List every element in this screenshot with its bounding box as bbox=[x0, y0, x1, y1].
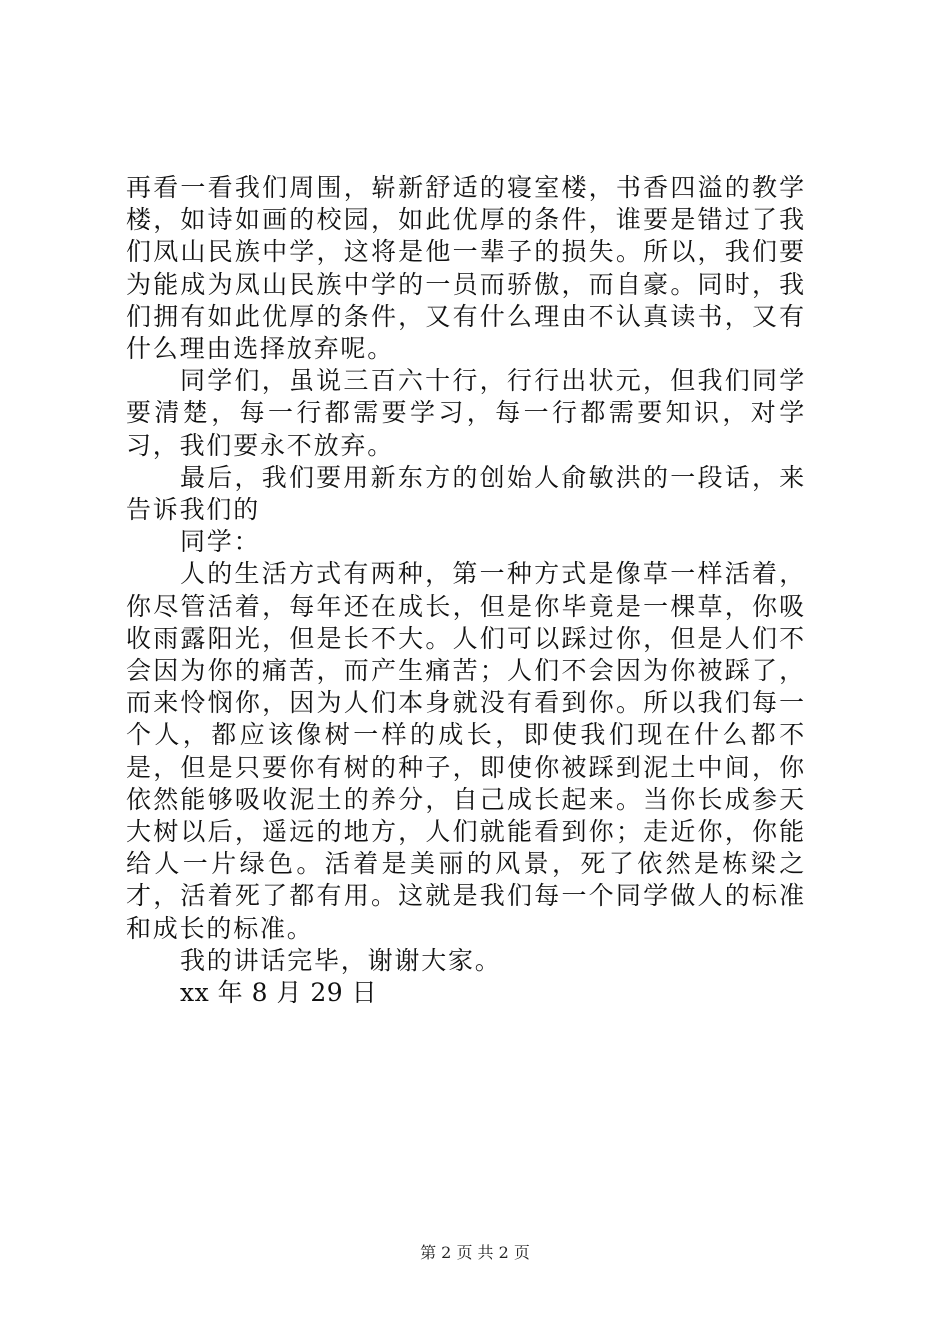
paragraph-never-give-up: 同学们，虽说三百六十行，行行出状元，但我们同学要清楚，每一行都需要学习，每一行都需要知识，对学习，我们要永不放弃。 bbox=[126, 366, 806, 460]
paragraph-salutation: 同学： bbox=[180, 527, 261, 557]
paragraph-closing-thanks: 我的讲话完毕，谢谢大家。 bbox=[180, 945, 502, 975]
paragraph-campus-conditions: 再看一看我们周围，崭新舒适的寝室楼，书香四溢的教学楼，如诗如画的校园，如此优厚的条件，谁要是错过了我们凤山民族中学，这将是他一辈子的损失。所以，我们要为能成为凤山民族中学的一员而骄傲，而自豪。同时，我们拥有如此优厚的条件，又有什么理由不认真读书，又有什么理由选择放弃呢。 bbox=[126, 173, 806, 364]
speech-date: xx 年 8 月 29 日 bbox=[180, 978, 378, 1008]
paragraph-closing-quote-intro: 最后，我们要用新东方的创始人俞敏洪的一段话，来告诉我们的 bbox=[126, 462, 806, 525]
page-number-footer: 第 2 页 共 2 页 bbox=[420, 1243, 530, 1262]
paragraph-grass-and-tree-quote: 人的生活方式有两种，第一种方式是像草一样活着，你尽管活着，每年还在成长，但是你毕竟是一棵草，你吸收雨露阳光，但是长不大。人们可以踩过你，但是人们不会因为你的痛苦，而产生痛苦；人们不会因为你被踩了，而来怜悯你，因为人们本身就没有看到你。所以我们每一个人，都应该像树一样的成长，即使我们现在什么都不是，但是只要你有树的种子，即使你被踩到泥土中间，你依然能够吸收泥土的养分，自己成长起来。当你长成参天大树以后，遥远的地方，人们就能看到你；走近你，你能给人一片绿色。活着是美丽的风景，死了依然是栋梁之才，活着死了都有用。这就是我们每一个同学做人的标准和成长的标准。 bbox=[126, 559, 806, 943]
document-body bbox=[126, 172, 806, 1009]
